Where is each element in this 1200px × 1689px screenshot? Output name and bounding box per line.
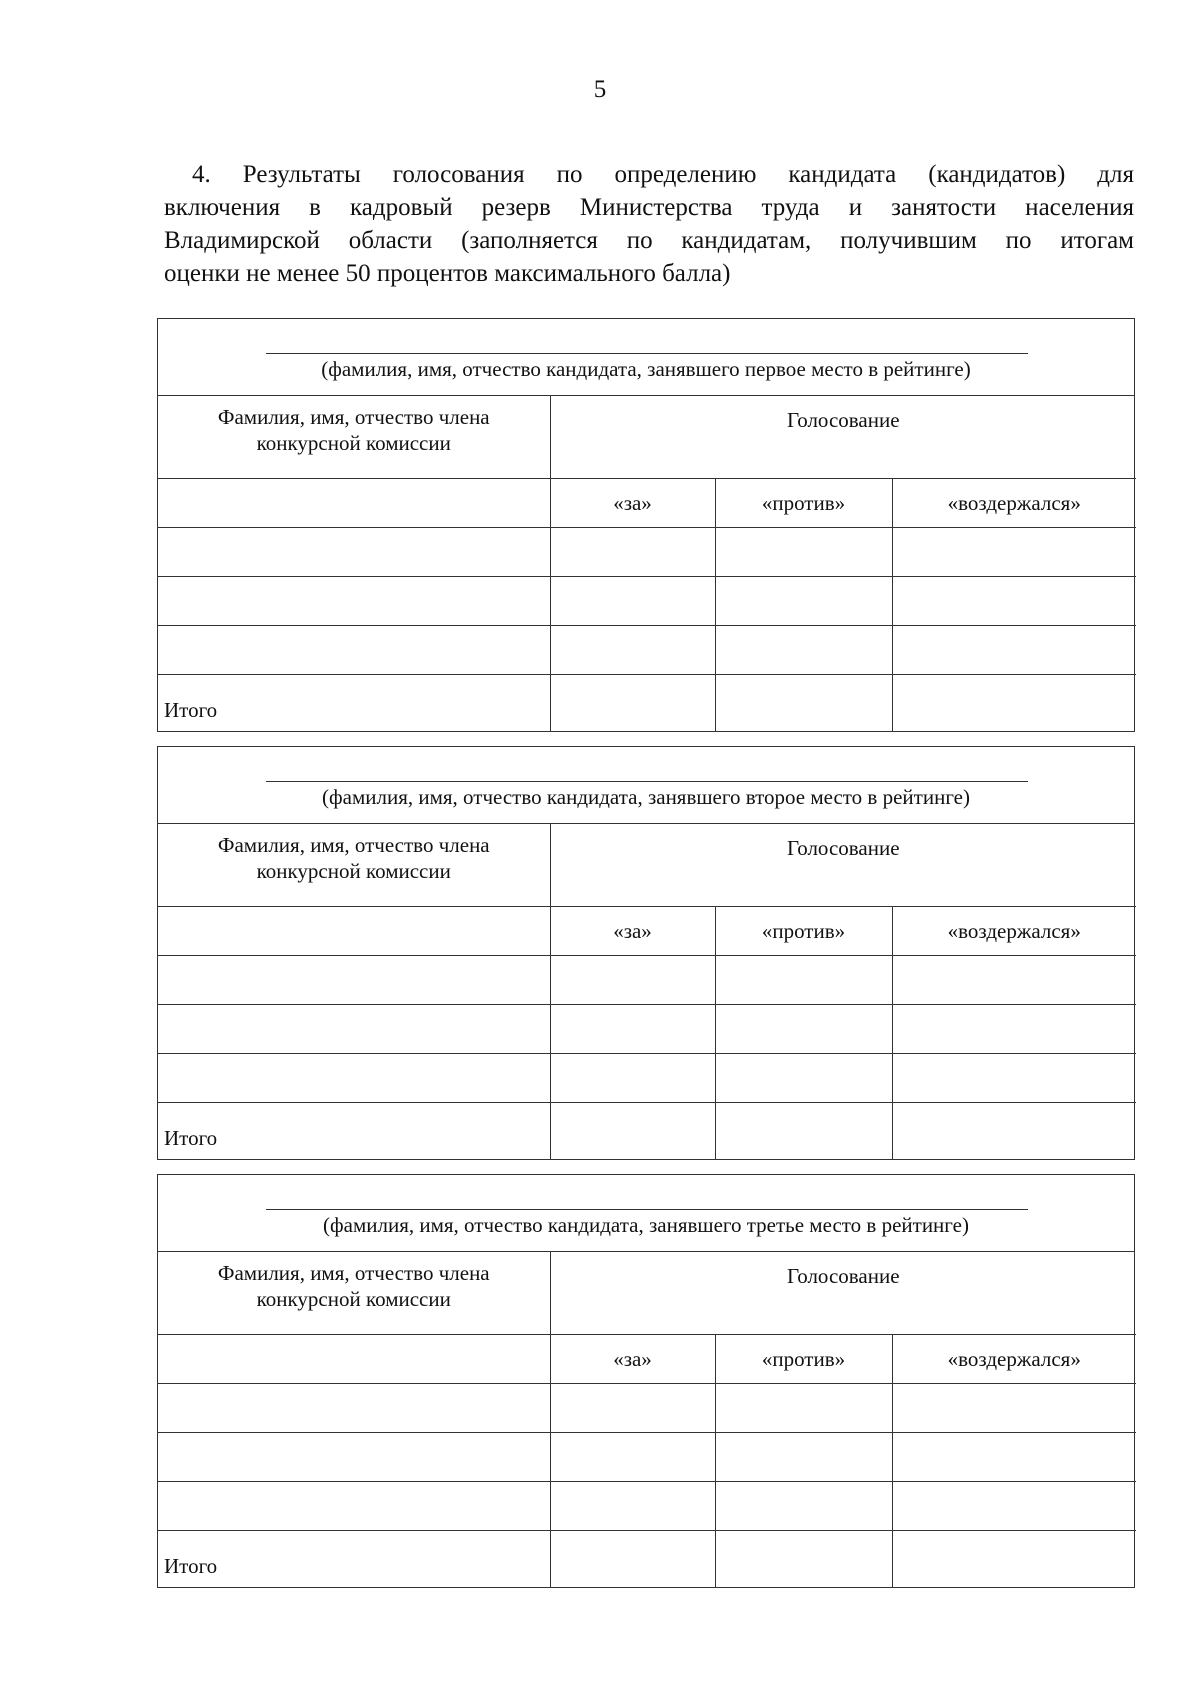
abstain-cell[interactable] <box>892 956 1136 1005</box>
for-cell[interactable] <box>550 626 715 675</box>
vote-block-second <box>157 746 1135 1160</box>
abstain-cell[interactable] <box>892 626 1136 675</box>
for-cell[interactable] <box>550 528 715 577</box>
table-row <box>158 528 1136 577</box>
member-cell[interactable] <box>158 956 550 1005</box>
against-cell[interactable] <box>715 1005 892 1054</box>
vote-header: Голосование <box>550 1252 1136 1335</box>
total-row <box>158 1103 1136 1160</box>
member-header: Фамилия, имя, отчество члена конкурсной комиссии <box>158 396 550 479</box>
abstain-header: «воздержался» <box>892 1335 1136 1384</box>
total-label: Итого <box>158 675 550 732</box>
candidate-row <box>158 1175 1134 1252</box>
section-intro <box>164 158 1134 290</box>
total-label: Итого <box>158 1103 550 1160</box>
for-cell[interactable] <box>550 577 715 626</box>
abstain-total-cell[interactable] <box>892 1103 1136 1160</box>
vote-header: Голосование <box>550 824 1136 907</box>
intro-line: Владимирской области (заполняется по кандидатам, получившим по итогам <box>164 227 1134 254</box>
against-cell[interactable] <box>715 528 892 577</box>
intro-line: 4. Результаты голосования по определению кандидата (кандидатов) для <box>192 161 1134 188</box>
against-cell[interactable] <box>715 1482 892 1531</box>
for-cell[interactable] <box>550 1384 715 1433</box>
member-header: Фамилия, имя, отчество члена конкурсной комиссии <box>158 1252 550 1335</box>
against-cell[interactable] <box>715 1433 892 1482</box>
member-cell[interactable] <box>158 1335 550 1384</box>
abstain-cell[interactable] <box>892 1054 1136 1103</box>
member-cell[interactable] <box>158 1384 550 1433</box>
candidate-name-line[interactable] <box>266 781 1028 782</box>
abstain-cell[interactable] <box>892 577 1136 626</box>
candidate-row <box>158 747 1134 824</box>
abstain-cell[interactable] <box>892 1433 1136 1482</box>
against-total-cell[interactable] <box>715 675 892 732</box>
vote-header: Голосование <box>550 396 1136 479</box>
total-label: Итого <box>158 1531 550 1588</box>
member-cell[interactable] <box>158 479 550 528</box>
abstain-cell[interactable] <box>892 1384 1136 1433</box>
member-cell[interactable] <box>158 907 550 956</box>
table-row <box>158 1482 1136 1531</box>
candidate-name-line[interactable] <box>266 353 1028 354</box>
vote-block-third <box>157 1174 1135 1588</box>
table-row <box>158 1054 1136 1103</box>
abstain-total-cell[interactable] <box>892 1531 1136 1588</box>
for-cell[interactable] <box>550 1054 715 1103</box>
for-total-cell[interactable] <box>550 675 715 732</box>
intro-line: включения в кадровый резерв Министерства труда и занятости населения <box>164 194 1134 221</box>
votes-table <box>158 1252 1136 1587</box>
against-total-cell[interactable] <box>715 1531 892 1588</box>
member-header: Фамилия, имя, отчество члена конкурсной комиссии <box>158 824 550 907</box>
table-row <box>158 1384 1136 1433</box>
member-cell[interactable] <box>158 1482 550 1531</box>
for-header: «за» <box>550 1335 715 1384</box>
for-cell[interactable] <box>550 956 715 1005</box>
against-header: «против» <box>715 907 892 956</box>
votes-table <box>158 396 1136 731</box>
member-cell[interactable] <box>158 528 550 577</box>
vote-block-first <box>157 318 1135 732</box>
total-row <box>158 675 1136 732</box>
abstain-header: «воздержался» <box>892 479 1136 528</box>
against-cell[interactable] <box>715 577 892 626</box>
against-cell[interactable] <box>715 626 892 675</box>
for-cell[interactable] <box>550 1433 715 1482</box>
table-row <box>158 1005 1136 1054</box>
for-total-cell[interactable] <box>550 1531 715 1588</box>
for-total-cell[interactable] <box>550 1103 715 1160</box>
member-cell[interactable] <box>158 1005 550 1054</box>
abstain-cell[interactable] <box>892 528 1136 577</box>
for-cell[interactable] <box>550 1482 715 1531</box>
table-row <box>158 1433 1136 1482</box>
against-cell[interactable] <box>715 1054 892 1103</box>
candidate-row <box>158 319 1134 396</box>
abstain-total-cell[interactable] <box>892 675 1136 732</box>
member-cell[interactable] <box>158 626 550 675</box>
member-cell[interactable] <box>158 577 550 626</box>
total-row <box>158 1531 1136 1588</box>
member-cell[interactable] <box>158 1433 550 1482</box>
against-total-cell[interactable] <box>715 1103 892 1160</box>
for-header: «за» <box>550 479 715 528</box>
against-header: «против» <box>715 479 892 528</box>
against-cell[interactable] <box>715 956 892 1005</box>
table-row <box>158 956 1136 1005</box>
intro-line: оценки не менее 50 процентов максимального балла) <box>164 260 731 287</box>
candidate-caption: (фамилия, имя, отчество кандидата, занявшего первое место в рейтинге) <box>321 357 971 381</box>
candidate-caption: (фамилия, имя, отчество кандидата, занявшего третье место в рейтинге) <box>323 1213 969 1237</box>
abstain-cell[interactable] <box>892 1005 1136 1054</box>
abstain-cell[interactable] <box>892 1482 1136 1531</box>
votes-table <box>158 824 1136 1159</box>
page-number: 5 <box>593 76 607 103</box>
against-cell[interactable] <box>715 1384 892 1433</box>
for-cell[interactable] <box>550 1005 715 1054</box>
for-header: «за» <box>550 907 715 956</box>
against-header: «против» <box>715 1335 892 1384</box>
abstain-header: «воздержался» <box>892 907 1136 956</box>
candidate-name-line[interactable] <box>266 1209 1028 1210</box>
table-row <box>158 626 1136 675</box>
candidate-caption: (фамилия, имя, отчество кандидата, занявшего второе место в рейтинге) <box>322 785 970 809</box>
table-row <box>158 577 1136 626</box>
member-cell[interactable] <box>158 1054 550 1103</box>
